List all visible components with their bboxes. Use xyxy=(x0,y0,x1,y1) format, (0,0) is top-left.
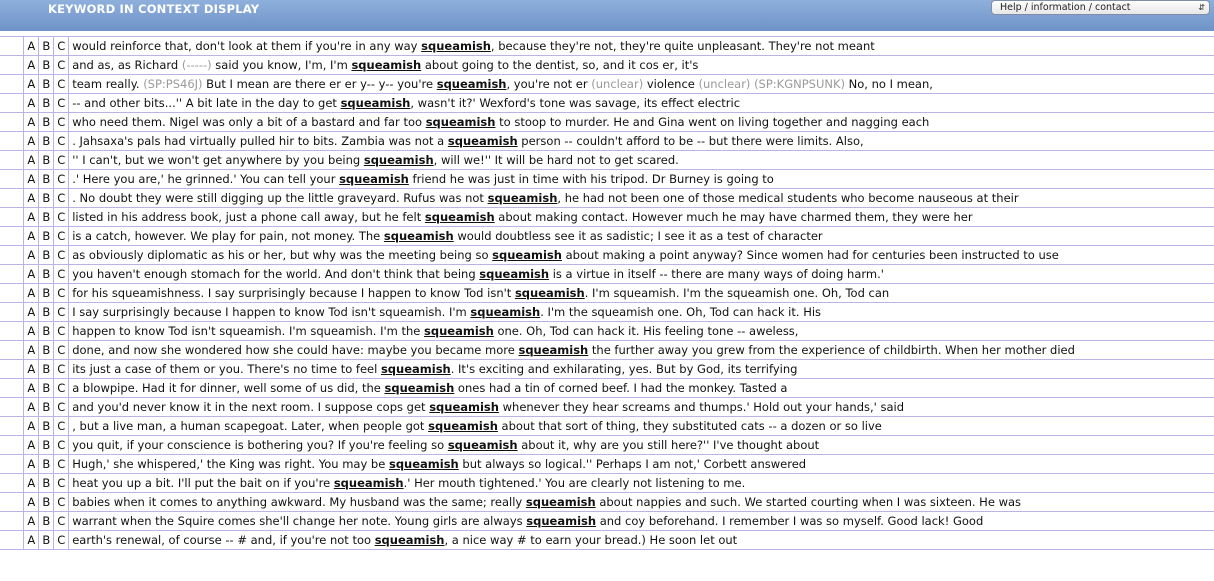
context-fragment: Hugh,' she whispered,' the King was right. You may be xyxy=(72,457,389,471)
result-row xyxy=(0,151,1214,170)
context-fragment: , you're not er xyxy=(506,77,592,91)
context-text xyxy=(69,75,1214,94)
context-fragment: would doubtless see it as sadistic; I see it as a test of character xyxy=(453,229,823,243)
result-row xyxy=(0,322,1214,341)
keyword-highlight[interactable]: squeamish xyxy=(518,343,589,357)
source-link-c[interactable]: C xyxy=(54,246,69,265)
keyword-highlight[interactable]: squeamish xyxy=(525,495,596,509)
row-spacer xyxy=(0,94,24,113)
keyword-highlight[interactable]: squeamish xyxy=(436,77,507,91)
speaker-annotation: (unclear) xyxy=(591,77,644,91)
source-link-a[interactable]: A xyxy=(24,512,39,531)
source-link-b[interactable]: B xyxy=(39,94,54,113)
context-text xyxy=(69,227,1214,246)
source-link-c[interactable]: C xyxy=(54,512,69,531)
source-link-b[interactable]: B xyxy=(39,132,54,151)
source-link-b[interactable]: B xyxy=(39,227,54,246)
context-text xyxy=(69,531,1214,550)
keyword-highlight[interactable]: squeamish xyxy=(384,381,455,395)
source-link-a[interactable]: A xyxy=(24,284,39,303)
source-link-a[interactable]: A xyxy=(24,493,39,512)
context-text xyxy=(69,493,1214,512)
result-row xyxy=(0,75,1214,94)
source-link-a[interactable]: A xyxy=(24,436,39,455)
context-fragment: friend he was just in time with his tripod. Dr Burney is going to xyxy=(408,172,774,186)
result-row xyxy=(0,493,1214,512)
speaker-annotation: (unclear) (SP:KGNPSUNK) xyxy=(698,77,846,91)
context-fragment: who need them. Nigel was only a bit of a bastard and far too xyxy=(72,115,426,129)
row-spacer xyxy=(0,284,24,303)
source-link-b[interactable]: B xyxy=(39,265,54,284)
context-fragment: .' Here you are,' he grinned.' You can tell your xyxy=(72,172,340,186)
context-fragment: , he had not been one of those medical students who become nauseous at their xyxy=(557,191,1019,205)
context-fragment: happen to know Tod isn't squeamish. I'm squeamish. I'm the xyxy=(72,324,425,338)
context-fragment: I say surprisingly because I happen to know Tod isn't squeamish. I'm xyxy=(72,305,471,319)
source-link-c[interactable]: C xyxy=(54,436,69,455)
source-link-b[interactable]: B xyxy=(39,37,54,56)
context-fragment: whenever they hear screams and thumps.' Hold out your hands,' said xyxy=(498,400,905,414)
source-link-a[interactable]: A xyxy=(24,531,39,550)
source-link-c[interactable]: C xyxy=(54,75,69,94)
context-text xyxy=(69,170,1214,189)
row-spacer xyxy=(0,379,24,398)
help-select[interactable] xyxy=(991,0,1210,15)
source-link-a[interactable]: A xyxy=(24,417,39,436)
source-link-b[interactable]: B xyxy=(39,531,54,550)
context-fragment: about making a point anyway? Since women had for centuries been instructed to use xyxy=(561,248,1059,262)
row-spacer xyxy=(0,56,24,75)
source-link-c[interactable]: C xyxy=(54,360,69,379)
context-fragment: about it, why are you still here?'' I've thought about xyxy=(517,438,820,452)
context-fragment: a blowpipe. Had it for dinner, well some of us did, the xyxy=(72,381,385,395)
keyword-highlight[interactable]: squeamish xyxy=(470,305,541,319)
context-text xyxy=(69,284,1214,303)
result-row xyxy=(0,474,1214,493)
source-link-c[interactable]: C xyxy=(54,531,69,550)
source-link-a[interactable]: A xyxy=(24,322,39,341)
keyword-highlight[interactable]: squeamish xyxy=(421,39,491,53)
row-spacer xyxy=(0,417,24,436)
context-text xyxy=(69,208,1214,227)
source-link-c[interactable]: C xyxy=(54,398,69,417)
keyword-highlight[interactable]: squeamish xyxy=(487,191,558,205)
source-link-c[interactable]: C xyxy=(54,322,69,341)
source-link-c[interactable]: C xyxy=(54,303,69,322)
context-fragment: said you know, I'm, I'm xyxy=(211,58,352,72)
source-link-b[interactable]: B xyxy=(39,341,54,360)
context-text xyxy=(69,94,1214,113)
source-link-c[interactable]: C xyxy=(54,113,69,132)
row-spacer xyxy=(0,322,24,341)
context-fragment: '' I can't, but we won't get anywhere by you being xyxy=(72,153,364,167)
source-link-b[interactable]: B xyxy=(39,493,54,512)
result-row xyxy=(0,417,1214,436)
speaker-annotation: (-----) xyxy=(181,58,212,72)
header-bar xyxy=(0,0,1214,31)
context-text xyxy=(69,189,1214,208)
source-link-c[interactable]: C xyxy=(54,455,69,474)
keyword-highlight[interactable]: squeamish xyxy=(479,267,550,281)
row-spacer xyxy=(0,512,24,531)
keyword-highlight[interactable]: squeamish xyxy=(447,134,518,148)
row-spacer xyxy=(0,455,24,474)
source-link-c[interactable]: C xyxy=(54,37,69,56)
result-row xyxy=(0,170,1214,189)
result-row xyxy=(0,94,1214,113)
source-link-a[interactable]: A xyxy=(24,37,39,56)
source-link-a[interactable]: A xyxy=(24,360,39,379)
context-fragment: , a nice way # to earn your bread.) He soon let out xyxy=(444,533,738,547)
context-text xyxy=(69,512,1214,531)
result-row xyxy=(0,303,1214,322)
source-link-a[interactable]: A xyxy=(24,341,39,360)
context-fragment: one. Oh, Tod can hack it. His feeling tone -- aweless, xyxy=(493,324,799,338)
row-spacer xyxy=(0,113,24,132)
source-link-b[interactable]: B xyxy=(39,208,54,227)
result-row xyxy=(0,360,1214,379)
source-link-b[interactable]: B xyxy=(39,284,54,303)
context-fragment: , wasn't it?' Wexford's tone was savage, its effect electric xyxy=(410,96,741,110)
source-link-b[interactable]: B xyxy=(39,75,54,94)
source-link-c[interactable]: C xyxy=(54,265,69,284)
context-fragment: to stoop to murder. He and Gina went on living together and nagging each xyxy=(495,115,930,129)
row-spacer xyxy=(0,246,24,265)
keyword-highlight[interactable]: squeamish xyxy=(425,115,496,129)
source-link-a[interactable]: A xyxy=(24,398,39,417)
context-text xyxy=(69,113,1214,132)
result-row xyxy=(0,113,1214,132)
context-text xyxy=(69,436,1214,455)
result-row xyxy=(0,398,1214,417)
source-link-a[interactable]: A xyxy=(24,208,39,227)
row-spacer xyxy=(0,398,24,417)
context-fragment: No, no I mean, xyxy=(845,77,933,91)
source-link-b[interactable]: B xyxy=(39,474,54,493)
result-row xyxy=(0,37,1214,56)
source-link-a[interactable]: A xyxy=(24,113,39,132)
source-link-c[interactable]: C xyxy=(54,56,69,75)
source-link-a[interactable]: A xyxy=(24,56,39,75)
source-link-c[interactable]: C xyxy=(54,151,69,170)
source-link-a[interactable]: A xyxy=(24,189,39,208)
keyword-highlight[interactable]: squeamish xyxy=(383,229,454,243)
source-link-a[interactable]: A xyxy=(24,455,39,474)
source-link-c[interactable]: C xyxy=(54,170,69,189)
context-fragment: listed in his address book, just a phone call away, but he felt xyxy=(72,210,425,224)
context-text xyxy=(69,56,1214,75)
source-link-b[interactable]: B xyxy=(39,436,54,455)
source-link-b[interactable]: B xyxy=(39,151,54,170)
source-link-a[interactable]: A xyxy=(24,246,39,265)
keyword-highlight[interactable]: squeamish xyxy=(363,153,434,167)
result-row xyxy=(0,436,1214,455)
keyword-highlight[interactable]: squeamish xyxy=(492,248,562,262)
context-text xyxy=(69,37,1214,56)
result-row xyxy=(0,189,1214,208)
result-row xyxy=(0,455,1214,474)
context-fragment: . I'm squeamish. I'm the squeamish one. Oh, Tod can xyxy=(584,286,890,300)
keyword-highlight[interactable]: squeamish xyxy=(424,324,494,338)
keyword-highlight[interactable]: squeamish xyxy=(514,286,585,300)
result-row xyxy=(0,265,1214,284)
result-row xyxy=(0,132,1214,151)
context-fragment: but always so logical.'' Perhaps I am not,' Corbett answered xyxy=(458,457,807,471)
source-link-b[interactable]: B xyxy=(39,398,54,417)
row-spacer xyxy=(0,474,24,493)
row-spacer xyxy=(0,436,24,455)
source-link-b[interactable]: B xyxy=(39,455,54,474)
keyword-highlight[interactable]: squeamish xyxy=(351,58,422,72)
context-fragment: about making contact. However much he may have charmed them, they were her xyxy=(494,210,973,224)
context-fragment: . No doubt they were still digging up the little graveyard. Rufus was not xyxy=(72,191,488,205)
source-link-b[interactable]: B xyxy=(39,303,54,322)
context-fragment: earth's renewal, of course -- # and, if you're not too xyxy=(72,533,375,547)
source-link-a[interactable]: A xyxy=(24,94,39,113)
row-spacer xyxy=(0,303,24,322)
source-link-b[interactable]: B xyxy=(39,246,54,265)
context-text xyxy=(69,360,1214,379)
keyword-highlight[interactable]: squeamish xyxy=(388,457,459,471)
source-link-a[interactable]: A xyxy=(24,227,39,246)
row-spacer xyxy=(0,75,24,94)
result-row xyxy=(0,379,1214,398)
result-row xyxy=(0,56,1214,75)
keyword-highlight[interactable]: squeamish xyxy=(424,210,495,224)
context-text xyxy=(69,474,1214,493)
context-fragment: the further away you grew from the experience of childbirth. When her mother died xyxy=(588,343,1075,357)
context-fragment: is a virtue in itself -- there are many ways of doing harm.' xyxy=(549,267,884,281)
row-spacer xyxy=(0,132,24,151)
source-link-c[interactable]: C xyxy=(54,94,69,113)
row-spacer xyxy=(0,360,24,379)
keyword-highlight[interactable]: squeamish xyxy=(333,476,404,490)
context-text xyxy=(69,417,1214,436)
keyword-highlight[interactable]: squeamish xyxy=(374,533,445,547)
source-link-b[interactable]: B xyxy=(39,170,54,189)
source-link-b[interactable]: B xyxy=(39,113,54,132)
context-fragment: . I'm the squeamish one. Oh, Tod can hack it. His xyxy=(540,305,822,319)
source-link-c[interactable]: C xyxy=(54,227,69,246)
context-fragment: warrant when the Squire comes she'll change her note. Young girls are always xyxy=(72,514,527,528)
context-fragment: is a catch, however. We play for pain, not money. The xyxy=(72,229,384,243)
row-spacer xyxy=(0,151,24,170)
source-link-c[interactable]: C xyxy=(54,189,69,208)
context-fragment: , because they're not, they're quite unpleasant. They're not meant xyxy=(490,39,875,53)
result-row xyxy=(0,512,1214,531)
source-link-c[interactable]: C xyxy=(54,284,69,303)
context-text xyxy=(69,132,1214,151)
context-fragment: team really. xyxy=(72,77,144,91)
context-fragment: violence xyxy=(643,77,699,91)
context-fragment: as obviously diplomatic as his or her, but why was the meeting being so xyxy=(72,248,493,262)
context-fragment: about that sort of thing, they substituted cats -- a dozen or so live xyxy=(497,419,882,433)
context-fragment: would reinforce that, don't look at them if you're in any way xyxy=(72,39,422,53)
context-text xyxy=(69,455,1214,474)
row-spacer xyxy=(0,531,24,550)
context-text xyxy=(69,246,1214,265)
context-fragment: and as, as Richard xyxy=(72,58,182,72)
context-fragment: done, and now she wondered how she could have: maybe you became more xyxy=(72,343,519,357)
source-link-b[interactable]: B xyxy=(39,189,54,208)
source-link-b[interactable]: B xyxy=(39,512,54,531)
context-fragment: person -- couldn't afford to be -- but there were limits. Also, xyxy=(517,134,864,148)
context-text xyxy=(69,322,1214,341)
row-spacer xyxy=(0,37,24,56)
context-fragment: heat you up a bit. I'll put the bait on if you're xyxy=(72,476,334,490)
context-fragment: you haven't enough stomach for the world. And don't think that being xyxy=(72,267,480,281)
context-text xyxy=(69,341,1214,360)
source-link-b[interactable]: B xyxy=(39,417,54,436)
context-fragment: , will we!'' It will be hard not to get scared. xyxy=(433,153,679,167)
context-text xyxy=(69,398,1214,417)
context-text xyxy=(69,379,1214,398)
context-fragment: -- and other bits...'' A bit late in the day to get xyxy=(72,96,341,110)
keyword-highlight[interactable]: squeamish xyxy=(447,438,518,452)
context-fragment: babies when it comes to anything awkward. My husband was the same; really xyxy=(72,495,526,509)
keyword-highlight[interactable]: squeamish xyxy=(526,514,597,528)
result-row xyxy=(0,208,1214,227)
source-link-a[interactable]: A xyxy=(24,265,39,284)
row-spacer xyxy=(0,189,24,208)
context-text xyxy=(69,303,1214,322)
context-fragment: for his squeamishness. I say surprisingly because I happen to know Tod isn't xyxy=(72,286,515,300)
row-spacer xyxy=(0,341,24,360)
context-text xyxy=(69,151,1214,170)
result-row xyxy=(0,246,1214,265)
row-spacer xyxy=(0,208,24,227)
source-link-c[interactable]: C xyxy=(54,493,69,512)
source-link-c[interactable]: C xyxy=(54,208,69,227)
context-text xyxy=(69,265,1214,284)
help-select-label: Help / information / contact xyxy=(1000,2,1131,13)
keyword-highlight[interactable]: squeamish xyxy=(429,400,499,414)
keyword-highlight[interactable]: squeamish xyxy=(339,172,409,186)
context-fragment: you quit, if your conscience is bothering you? If you're feeling so xyxy=(72,438,448,452)
source-link-a[interactable]: A xyxy=(24,170,39,189)
result-row xyxy=(0,531,1214,550)
result-row xyxy=(0,284,1214,303)
source-link-b[interactable]: B xyxy=(39,322,54,341)
select-arrows-icon: ⇵ xyxy=(1198,3,1205,12)
source-link-c[interactable]: C xyxy=(54,132,69,151)
speaker-annotation: (SP:PS46J) xyxy=(143,77,203,91)
keyword-highlight[interactable]: squeamish xyxy=(428,419,498,433)
source-link-a[interactable]: A xyxy=(24,379,39,398)
row-spacer xyxy=(0,265,24,284)
app-title: KEYWORD IN CONTEXT DISPLAY xyxy=(48,2,260,16)
source-link-a[interactable]: A xyxy=(24,151,39,170)
context-fragment: . Jahsaxa's pals had virtually pulled hir to bits. Zambia was not a xyxy=(72,134,448,148)
row-spacer xyxy=(0,170,24,189)
context-fragment: ones had a tin of corned beef. I had the monkey. Tasted a xyxy=(454,381,788,395)
keyword-highlight[interactable]: squeamish xyxy=(380,362,451,376)
kwic-table xyxy=(0,36,1214,550)
result-row xyxy=(0,227,1214,246)
source-link-b[interactable]: B xyxy=(39,56,54,75)
context-fragment: . It's exciting and exhilarating, yes. But by God, its terrifying xyxy=(450,362,798,376)
context-fragment: and coy beforehand. I remember I was so myself. Good lack! Good xyxy=(596,514,984,528)
context-fragment: and you'd never know it in the next room. I suppose cops get xyxy=(72,400,430,414)
context-fragment: But I mean are there er er y-- y-- you're xyxy=(202,77,437,91)
source-link-b[interactable]: B xyxy=(39,360,54,379)
row-spacer xyxy=(0,227,24,246)
result-row xyxy=(0,341,1214,360)
source-link-c[interactable]: C xyxy=(54,417,69,436)
source-link-a[interactable]: A xyxy=(24,303,39,322)
keyword-highlight[interactable]: squeamish xyxy=(340,96,411,110)
source-link-a[interactable]: A xyxy=(24,132,39,151)
source-link-a[interactable]: A xyxy=(24,75,39,94)
source-link-b[interactable]: B xyxy=(39,379,54,398)
context-fragment: its just a case of them or you. There's no time to feel xyxy=(72,362,381,376)
source-link-c[interactable]: C xyxy=(54,474,69,493)
context-fragment: , but a live man, a human scapegoat. Later, when people got xyxy=(72,419,429,433)
context-fragment: about nappies and such. We started courting when I was sixteen. He was xyxy=(595,495,1022,509)
source-link-a[interactable]: A xyxy=(24,474,39,493)
context-fragment: about going to the dentist, so, and it cos er, it's xyxy=(421,58,699,72)
row-spacer xyxy=(0,493,24,512)
source-link-c[interactable]: C xyxy=(54,341,69,360)
context-fragment: .' Her mouth tightened.' You are clearly not listening to me. xyxy=(403,476,746,490)
source-link-c[interactable]: C xyxy=(54,379,69,398)
